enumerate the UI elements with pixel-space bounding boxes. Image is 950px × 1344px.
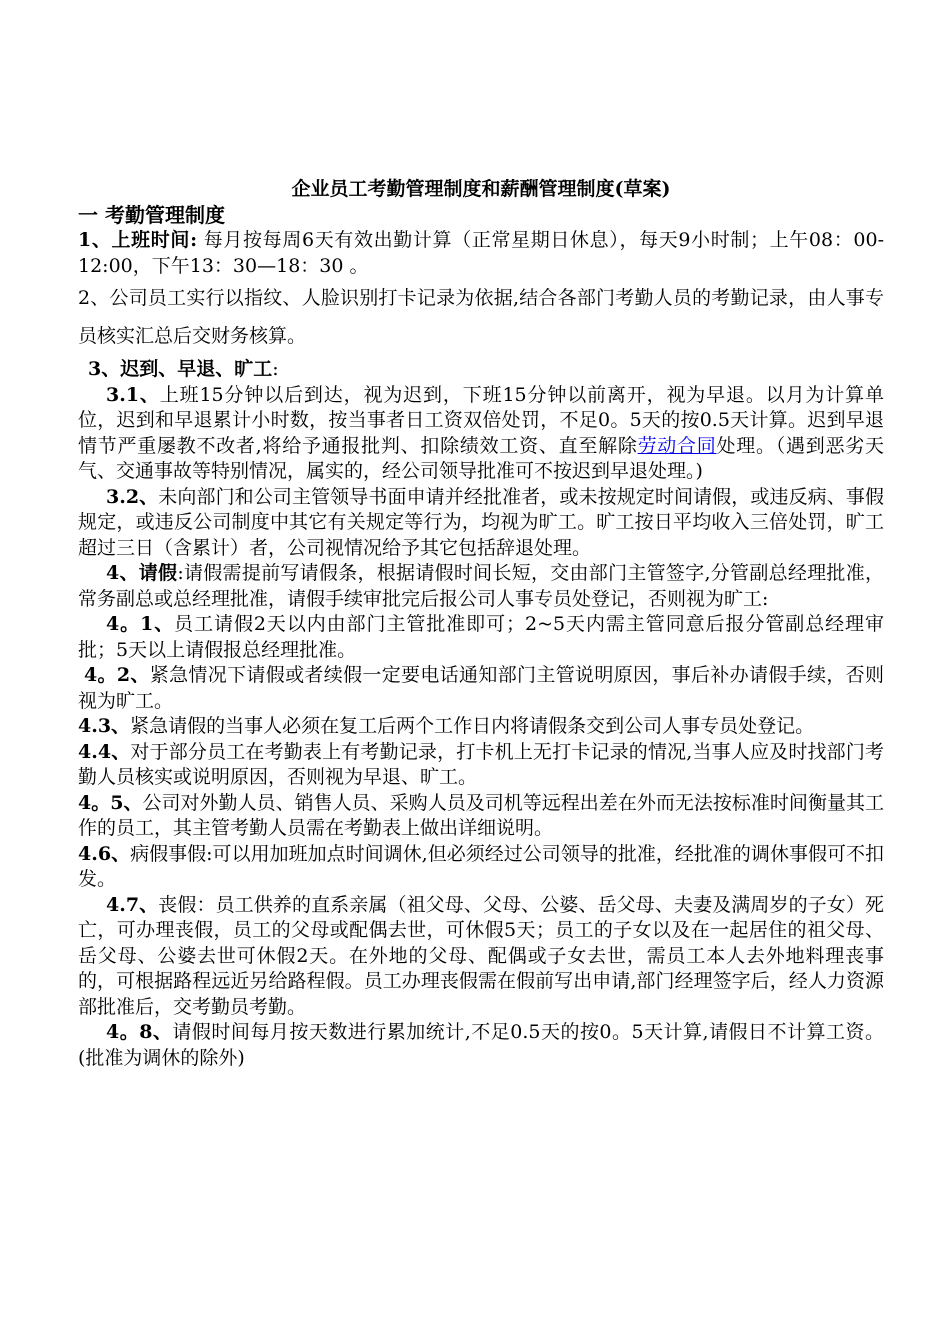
item-4-label: 4、请假 <box>106 562 178 584</box>
paragraph-4-2 <box>78 663 884 714</box>
item-4-1-text: 员工请假2天以内由部门主管批准即可；2~5天内需主管同意后报分管副总经理审批；5天以上请假报总经理批准。 <box>78 613 884 661</box>
document-title: 企业员工考勤管理制度和薪酬管理制度(草案) <box>291 178 671 200</box>
item-4-5-text: 公司对外勤人员、销售人员、采购人员及司机等远程出差在外而无法按标准时间衡量其工作的员工，其主管考勤人员需在考勤表上做出详细说明。 <box>78 791 884 839</box>
item-3-1-text-a: 上班15分钟以后到达，视为迟到，下班15分钟以前离开，视为早退。以月为计算单位，迟到和早退累计小时数，按当事者日工资双倍处罚，不足0。5天的按0.5天计算。迟到早退情节严重屡教不改者,将给予通报批判、扣除绩效工资、直至解除 <box>78 383 884 457</box>
item-4-8-text: 请假时间每月按天数进行累加统计,不足0.5天的按0。5天计算,请假日不计算工资。(批准为调休的除外) <box>78 1021 884 1069</box>
paragraph-late-heading <box>78 357 884 383</box>
item-4-text: :请假需提前写请假条，根据请假时间长短，交由部门主管签字,分管副总经理批准，常务副总或总经理批准，请假手续审批完后报公司人事专员处登记，否则视为旷工: <box>78 562 884 610</box>
item-4-4-label: 4.4、 <box>78 740 131 763</box>
item-4-6-text: 病假事假:可以用加班加点时间调休,但必须经过公司领导的批准，经批准的调休事假可不扣发。 <box>78 842 884 890</box>
paragraph-4-4 <box>78 740 884 791</box>
labor-contract-link[interactable]: 劳动合同 <box>637 434 717 457</box>
paragraph-4-1 <box>78 612 884 663</box>
paragraph-3-1 <box>78 383 884 485</box>
paragraph-3-2 <box>78 485 884 562</box>
paragraph-4-5 <box>78 791 884 842</box>
item-3-2-text: 未向部门和公司主管领导书面申请并经批准者，或未按规定时间请假，或违反病、事假规定，或违反公司制度中其它有关规定等行为，均视为旷工。旷工按日平均收入三倍处罚，旷工超过三日（含累计）者，公司视情况给予其它包括辞退处理。 <box>78 485 884 559</box>
item-4-8-label: 4。8、 <box>106 1021 173 1043</box>
item-4-5-label: 4。5、 <box>78 791 143 814</box>
item-4-3-text: 紧急请假的当事人必须在复工后两个工作日内将请假条交到公司人事专员处登记。 <box>130 715 815 737</box>
paragraph-4-3 <box>78 714 884 740</box>
item-3-1-text-b: 处理。（遇到恶劣天气、交通事故等特别情况，属实的，经公司领导批准可不按迟到早退处理。) <box>78 434 884 482</box>
item-4-7-label: 4.7、 <box>106 893 159 916</box>
item-4-2-label: 4。2、 <box>84 664 150 686</box>
paragraph-4-8 <box>78 1020 884 1071</box>
late-heading-label: 3、迟到、早退、旷工 <box>88 358 273 380</box>
document-page <box>78 176 884 1071</box>
work-hours-label: 1、上班时间: <box>78 229 198 251</box>
item-4-3-label: 4.3、 <box>78 715 131 737</box>
section-heading: 一 考勤管理制度 <box>78 203 225 227</box>
paragraph-clock-in: 2、公司员工实行以指纹、人脸识别打卡记录为依据,结合各部门考勤人员的考勤记录，由人事专员核实汇总后交财务核算。 <box>78 287 884 347</box>
paragraph-work-hours <box>78 228 884 279</box>
work-hours-text: 每月按每周6天有效出勤计算（正常星期日休息），每天9小时制；上午08：00-12:00，下午13：30—18：30 。 <box>78 229 884 277</box>
item-4-1-label: 4。1、 <box>106 613 175 635</box>
late-heading-colon: : <box>272 358 279 380</box>
item-4-2-text: 紧急情况下请假或者续假一定要电话通知部门主管说明原因，事后补办请假手续，否则视为旷工。 <box>78 664 884 712</box>
paragraph-4 <box>78 561 884 612</box>
paragraph-4-6 <box>78 842 884 893</box>
paragraph-4-7 <box>78 893 884 1021</box>
item-4-6-label: 4.6、 <box>78 842 131 865</box>
item-3-2-label: 3.2、 <box>106 485 159 508</box>
item-4-4-text: 对于部分员工在考勤表上有考勤记录，打卡机上无打卡记录的情况,当事人应及时找部门考勤人员核实或说明原因，否则视为早退、旷工。 <box>78 740 885 788</box>
item-3-1-label: 3.1、 <box>106 383 160 406</box>
item-4-7-text: 丧假：员工供养的直系亲属（祖父母、父母、公婆、岳父母、夫妻及满周岁的子女）死亡，可办理丧假，员工的父母或配偶去世，可休假5天；员工的子女以及在一起居住的祖父母、岳父母、公婆去世可休假2天。在外地的父母、配偶或子女去世，需员工本人去外地料理丧事的，可根据路程远近另给路程假。员工办理丧假需在假前写出申请,部门经理签字后，经人力资源部批准后，交考勤员考勤。 <box>78 893 884 1018</box>
